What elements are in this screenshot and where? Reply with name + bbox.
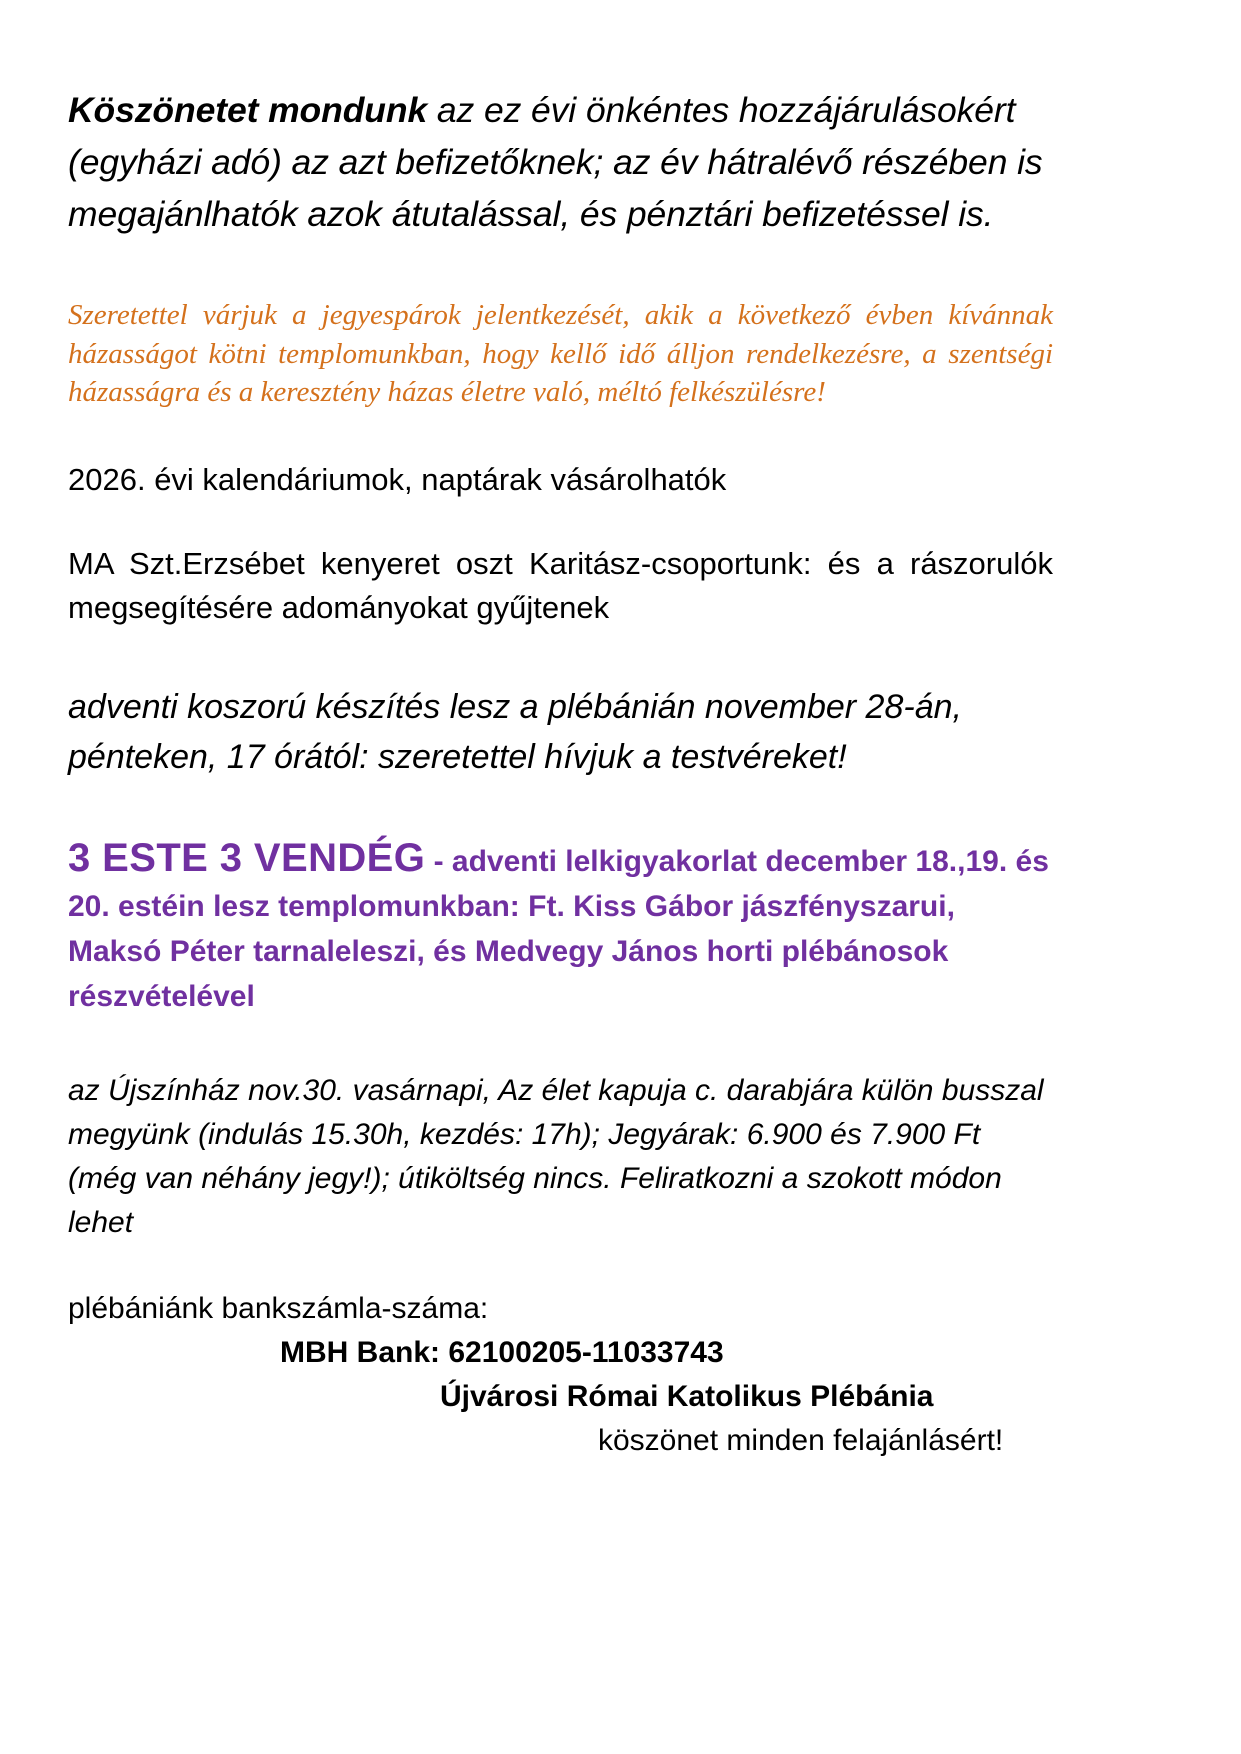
bank-account-line: MBH Bank: 62100205-11033743	[280, 1335, 724, 1369]
intro-body: az ez évi önkéntes hozzájárulásokért (egyházi adó) az azt befizetőknek; az év hátralévő részében is megajánlhatók azok átutalással, és pénztári befizetéssel is.	[68, 90, 1043, 234]
advent-wreath-notice: adventi koszorú készítés lesz a plébánián november 28-án, pénteken, 17 órától: szeretettel hívjuk a testvéreket!	[68, 687, 962, 776]
engaged-couples-notice: Szeretettel várjuk a jegyespárok jelentkezését, akik a következő évben kívánnak házasságot kötni templomunkban, hogy kellő idő álljon rendelkezésre, a szentségi házasságra és a keresztény házas életre való, méltó felkészülésre!	[68, 299, 1053, 408]
intro-paragraph	[68, 84, 1053, 240]
retreat-title: 3 ESTE 3 VENDÉG	[68, 835, 426, 880]
parish-name-line: Újvárosi Római Katolikus Plébánia	[440, 1379, 934, 1413]
caritas-notice: MA Szt.Erzsébet kenyeret oszt Karitász-csoportunk: és a rászorulók megsegítésére adományokat gyűjtenek	[68, 545, 1053, 625]
intro-lead: Köszönetet mondunk	[68, 90, 428, 130]
calendars-notice: 2026. évi kalendáriumok, naptárak vásárolhatók	[68, 461, 727, 497]
thanks-line: köszönet minden felajánlásért!	[598, 1423, 1004, 1457]
retreat-body: - adventi lelkigyakorlat december 18.,19. és 20. estéin lesz templomunkban: Ft. Kiss Gábor jászfényszarui, Maksó Péter tarnaleleszi, és Medvegy János horti plébánosok részvételével	[68, 844, 1049, 1013]
retreat-notice	[68, 836, 1053, 1019]
bank-intro: plébániánk bankszámla-száma:	[68, 1291, 489, 1325]
theatre-trip-notice: az Újszínház nov.30. vasárnapi, Az élet kapuja c. darabjára külön busszal megyünk (indulás 15.30h, kezdés: 17h); Jegyárak: 6.900 és 7.900 Ft (még van néhány jegy!); útiköltség nincs. Feliratkozni a szokott módon lehet	[68, 1073, 1044, 1239]
